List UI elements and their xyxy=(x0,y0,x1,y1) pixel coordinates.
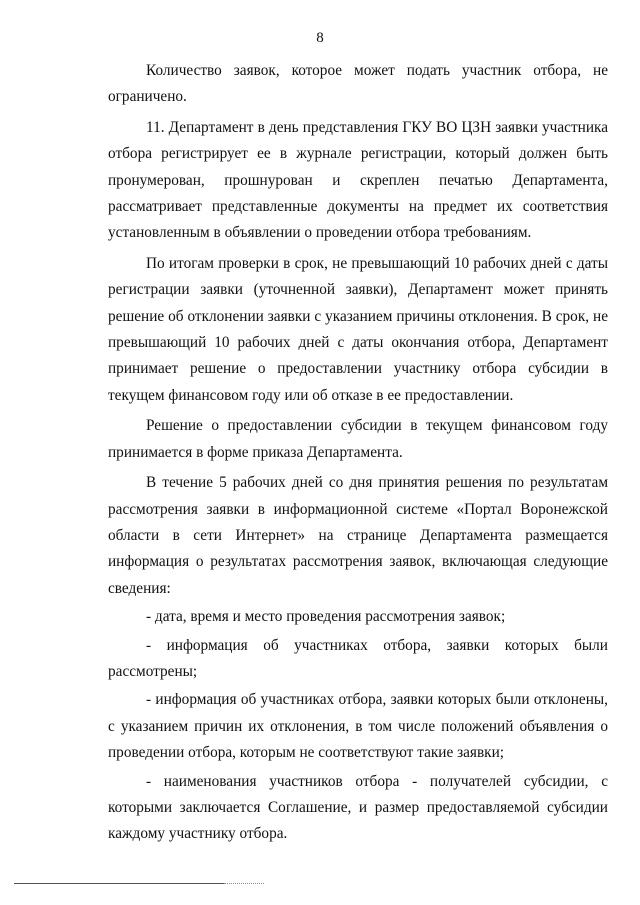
list-item-date-place: - дата, время и место проведения рассмотрения заявок; xyxy=(146,608,506,626)
footer-rule-dotted xyxy=(224,883,264,885)
list-item-rejected-participants: - информация об участниках отбора, заявки которых были отклонены, с указанием причин их отклонения, в том числе положений объявления о проведении отбора, которым не соответствуют такие заявки; xyxy=(108,691,608,762)
paragraph-publication: В течение 5 рабочих дней со дня принятия решения по результатам рассмотрения заявки в информационной системе «Портал Воронежской области в сети Интернет» на странице Департамента размещается информация о результатах рассмотрения заявок, включающая следующие сведения: xyxy=(108,474,608,597)
document-body xyxy=(108,58,608,848)
paragraph-application-count: Количество заявок, которое может подать участник отбора, не ограничено. xyxy=(108,62,608,106)
paragraph-decision-form: Решение о предоставлении субсидии в текущем финансовом году принимается в форме приказа Департамента. xyxy=(108,417,608,461)
list-item-reviewed-participants: - информация об участниках отбора, заявки которых были рассмотрены; xyxy=(108,636,608,680)
list-item-recipients: - наименования участников отбора - получателей субсидии, с которыми заключается Соглашение, и размер предоставляемой субсидии каждому участнику отбора. xyxy=(108,772,608,843)
page-number: 8 xyxy=(316,30,324,46)
footer-rule xyxy=(14,883,224,884)
paragraph-review-results: По итогам проверки в срок, не превышающий 10 рабочих дней с даты регистрации заявки (уточненной заявки), Департамент может принять решение об отклонении заявки с указанием причины отклонения. В срок, не превышающий 10 рабочих дней с даты окончания отбора, Департамент принимает решение о предоставлении участнику отбора субсидии в текущем финансовом году или об отказе в ее предоставлении. xyxy=(108,254,608,404)
paragraph-registration: 11. Департамент в день представления ГКУ ВО ЦЗН заявки участника отбора регистрирует ее в журнале регистрации, который должен быть пронумерован, прошнурован и скреплен печатью Департамента, рассматривает представленные документы на предмет их соответствия установленным в объявлении о проведении отбора требованиям. xyxy=(108,118,608,242)
